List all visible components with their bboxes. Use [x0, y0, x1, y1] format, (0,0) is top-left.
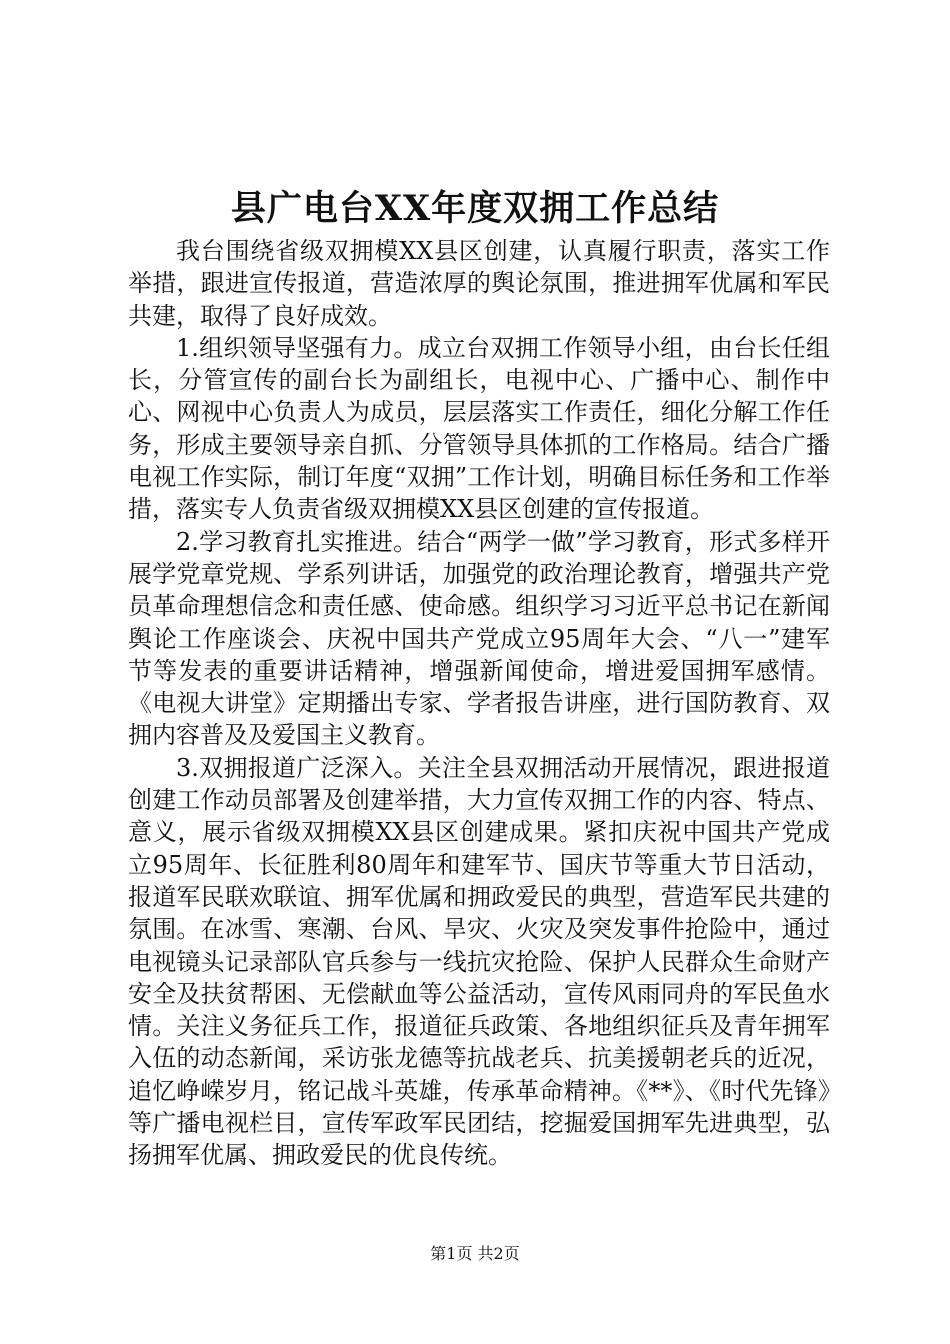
page-number-footer: 第1页 共2页 — [430, 1244, 520, 1263]
intro-paragraph: 我台围绕省级双拥模XX县区创建，认真履行职责，落实工作举措，跟进宣传报道，营造浓厚的舆论氛围，推进拥军优属和军民共建，取得了良好成效。 — [128, 237, 830, 330]
section-1-paragraph: 1.组织领导坚强有力。成立台双拥工作领导小组，由台长任组长，分管宣传的副台长为副组长，电视中心、广播中心、制作中心、网视中心负责人为成员，层层落实工作责任，细化分解工作任务，形成主要领导亲自抓、分管领导具体抓的工作格局。结合广播电视工作实际，制订年度“双拥”工作计划，明确目标任务和工作举措，落实专人负责省级双拥模XX县区创建的宣传报道。 — [128, 333, 830, 524]
section-2-paragraph: 2.学习教育扎实推进。结合“两学一做”学习教育，形式多样开展学党章党规、学系列讲话，加强党的政治理论教育，增强共产党员革命理想信念和责任感、使命感。组织学习习近平总书记在新闻舆论工作座谈会、庆祝中国共产党成立95周年大会、“八一”建军节等发表的重要讲话精神，增强新闻使命，增进爱国拥军感情。《电视大讲堂》定期播出专家、学者报告讲座，进行国防教育、双拥内容普及及爱国主义教育。 — [128, 527, 830, 750]
document-title: 县广电台XX年度双拥工作总结 — [230, 188, 720, 229]
section-3-paragraph: 3.双拥报道广泛深入。关注全县双拥活动开展情况，跟进报道创建工作动员部署及创建举措，大力宣传双拥工作的内容、特点、意义，展示省级双拥模XX县区创建成果。紧扣庆祝中国共产党成立95周年、长征胜利80周年和建军节、国庆节等重大节日活动，报道军民联欢联谊、拥军优属和拥政爱民的典型，营造军民共建的氛围。在冰雪、寒潮、台风、旱灾、火灾及突发事件抢险中，通过电视镜头记录部队官兵参与一线抗灾抢险、保护人民群众生命财产安全及扶贫帮困、无偿献血等公益活动，宣传风雨同舟的军民鱼水情。关注义务征兵工作，报道征兵政策、各地组织征兵及青年拥军入伍的动态新闻，采访张龙德等抗战老兵、抗美援朝老兵的近况，追忆峥嵘岁月，铭记战斗英雄，传承革命精神。《**》、《时代先锋》等广播电视栏目，宣传军政军民团结，挖掘爱国拥军先进典型，弘扬拥军优属、拥政爱民的优良传统。 — [128, 753, 830, 1170]
document-body — [128, 235, 830, 1172]
